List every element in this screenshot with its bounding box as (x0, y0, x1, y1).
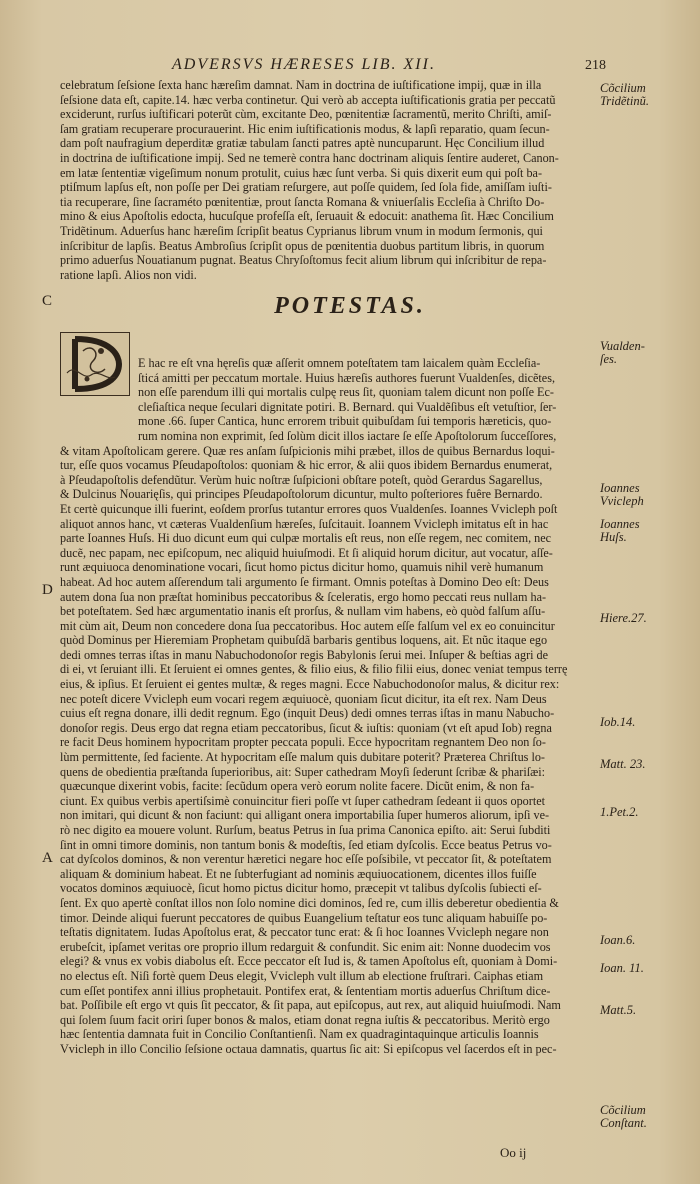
text-line: non imitari, qui dicunt & non faciunt: qui alligant onera importabilia ſuper humeros aliorum, ipſi ve- (60, 808, 550, 823)
text-line: hæc ſententia damnata fuit in Concilio Conſtantienſi. Nam ex quadragintaquinque articulis Ioannis (60, 1027, 539, 1042)
text-line: aliquot annos hanc, vt cæteras Vualdenſium hæreſes, ſuſcitauit. Ioannem Vvicleph imitatus eſt in hac (60, 516, 549, 531)
text-line: runt æquiuoca denominatione vocari, ſicut homo pictus dicitur homo, quamuis nihil verè humanum (60, 560, 544, 575)
text-line: donoſor regis. Deus ergo dat regna etiam peccatoribus, ſicut & iuſtis: quoniam (vt eſt apud Iob) regna (60, 720, 552, 735)
text-line: Et certè quicunque illi fuerint, eoſdem prorſus tutantur errores quos Vualdenſes. Ioannes Vvicleph poſt (60, 501, 558, 516)
text-line: Tridẽtinum. Aduerſus hanc hæreſim ſcripſit beatus Cyprianus librum vnum in modum ſermonis, qui (60, 223, 543, 238)
text-line: bet poteſtatem. Sed hæc argumentatio inanis eſt prorſus, & nullam vim habens, eò quòd falſum aſſu- (60, 604, 546, 619)
margin-note-line: Hiere.27. (600, 611, 647, 625)
section-marker-a: A (42, 850, 53, 866)
margin-notes (600, 0, 695, 1184)
text-line: à Pſeudapoſtolis defendũtur. Verùm huic noſtræ ſuſpicioni obſtare poteſt, quòd Gerardus Sagarellus, (60, 472, 543, 487)
margin-note-line: Conſtant. (600, 1116, 647, 1130)
text-line: cat dyſcolos dominos, & non verentur hæretici negare hoc eſſe poſsibile, vt peccator ſit, & poteſtatem (60, 852, 552, 867)
margin-note-line: Tridẽtinũ. (600, 94, 649, 108)
margin-note-iob14 (600, 716, 635, 729)
text-line: ciunt. Ex quibus verbis apertiſsimè conuincitur fieri poſſe vt ſuper cathedram ſedeant ii quos oportet (60, 793, 545, 808)
text-line: tia recuperare, ſine ſacraméto pœnitentiæ, prout ſancta Romana & vniuerſalis Eccleſia à Chriſto Do- (60, 194, 545, 209)
text-line: bat. Poſſibile eſt ergo vt quis ſit peccator, & ſit papa, aut epiſcopus, aut rex, aut aliquid huiuſmodi. Nam (60, 998, 561, 1013)
text-line: vocatos dominos æquiuocè, ſicut homo pictus dicitur homo, præcepit vt talibus dyſcolis ſubiecti eſ- (60, 881, 542, 896)
text-line: di ei, vt ſeruiant illi. Et ſeruient ei omnes gentes, & filio eius, & filio filii eius, donec veniat tempus terrę (60, 662, 568, 677)
text-line: no electus eſt. Niſi fortè quem Deus elegit, Vvicleph vult illum ab electione fruſtrari. Caiphas etiam (60, 968, 544, 983)
margin-note-ioannes-vvicleph (600, 482, 644, 508)
text-line: rò nec digito ea mouere volunt. Rurſum, beatus Petrus in ſua prima Canonica epiſto. ait: Serui ſubditi (60, 823, 551, 837)
margin-note-line: Matt.5. (600, 1003, 637, 1017)
text-line: ratione lapſi. Alios non vidi. (60, 267, 197, 282)
text-line: primo aduerſus Nouatianum pugnat. Beatus Chryſoſtomus fecit alium librum qui inſcribitur de repa- (60, 253, 547, 268)
catchword: Oo ij (500, 1145, 527, 1160)
text-line: teſtatis dignitatem. Iudas Apoſtolus erat, & peccator tunc erat: & ſi hoc Ioannes Vvicleph negare non (60, 925, 549, 940)
text-line: timor. Deinde aliqui fuerunt peccatores de quibus Euangelium teſtatur eos tunc aliquam habuiſſe po- (60, 910, 548, 925)
margin-note-line: Ioan.6. (600, 933, 636, 947)
text-line: eius, & ipſius. Et ſeruient ei gentes multæ, & reges magni. Ecce Nabuchodonoſor malus, & dicitur rex: (60, 677, 560, 692)
text-line: re facit Deus hominem hypocritam propter peccata populi. Ecce hypocritam regnantem Deo non ſo- (60, 735, 546, 750)
text-line: ſam gratiam recuperare procurauerint. Hic enim iuſtificationis modus, & lapſi reparatio, quam ſecun- (60, 121, 550, 136)
text-line: ſticá amitti per peccatum mortale. Huius hæreſis authores fuerunt Vualdenſes, dicẽtes, (138, 370, 556, 385)
text-line: mit cùm ait, Deum non concedere dona ſua peccatoribus. Hoc autem eſſe falſum vel ex eo conuincitur (60, 618, 555, 633)
margin-note-matt5 (600, 1004, 636, 1017)
text-line: elegi? & vnus ex vobis diabolus eſt. Ecce peccator eſt Iud is, & tamen Apoſtolus eſt, quoniam à Domi- (60, 954, 558, 969)
text-line: erubeſcit, ipſamet veritas ore proprio illum redarguit & confundit. Sic enim ait: Nonne duodecim vos (60, 939, 551, 954)
text-line: cuius eſt regna donare, illi dedit regnum. Ego (inquit Deus) dedi omnes terras iſtas in manu Nabucho- (60, 706, 555, 721)
text-block-one (60, 78, 600, 282)
margin-note-matt23 (600, 758, 645, 771)
margin-note-line: Cõcilium (600, 1103, 646, 1117)
text-line: ptiſmum lapſus eſt, non poſſe per Dei gratiam reſurgere, aut poſſe quidem, ſed ſola fide, amiſſam iuſti- (60, 180, 552, 195)
text-line: ſeſsione data eſt, capite.14. hæc verba continetur. Qui verò ab accepta iuſtificationis gratia per peccatũ (60, 92, 556, 107)
margin-note-line: Cõcilium (600, 81, 646, 95)
text-block-two (60, 356, 600, 1057)
margin-note-ioan11 (600, 962, 644, 975)
text-line: cum eſſet pontifex anni illius prophetauit. Pontifex erat, & ſententiam mortis aduerſus Chriſtum dice- (60, 983, 551, 998)
text-line: aliquam & dominium habeat. Et ne ſubterfugiant ad nominis æquiuocationem, dicentes illos fuiſſe (60, 866, 537, 881)
margin-note-concilium-const (600, 1104, 647, 1130)
text-line: qui ſolem ſuum facit oriri ſuper bonos & malos, etiam donat regna iuſtis & peccatoribus. Meritò ergo (60, 1012, 550, 1027)
margin-note-line: Iob.14. (600, 715, 636, 729)
text-line: dedi omnes terras iſtas in manu Nabuchodonoſor regis Babylonis ſerui mei. Inſuper & beſtias agri de (60, 647, 549, 662)
margin-note-line: Vvicleph (600, 494, 644, 508)
margin-note-line: Ioannes (600, 481, 640, 495)
text-line: quòd Dominus per Hieremiam Prophetam quibuſdã barbaris gentibus loquens, ait. Et nũc itaque ego (60, 633, 548, 648)
text-line: quæcunque dixerint vobis, facite: ſecũdum opera verò eorum nolite facere. Dicũt enim, & non fa- (60, 779, 535, 794)
text-line: & vitam Apoſtolicam gerere. Quæ res anſam ſuſpicionis mihi præbet, illos de quibus Bernardus loqui- (60, 443, 555, 458)
text-line: autem dona ſua non præſtat hominibus peccatoribus & ſceleratis, ergo homo peccati reus nullam ha- (60, 589, 547, 604)
margin-note-line: 1.Pet.2. (600, 805, 639, 819)
margin-note-line: ſes. (600, 352, 618, 366)
section-marker-c: C (42, 293, 53, 309)
text-line: in doctrina de iuſtificatione impij. Sed ne temerè contra hanc doctrinam aliquis ſentire auderet, Canon- (60, 150, 559, 165)
margin-note-line: Huſs. (600, 530, 627, 544)
text-line: rum nomina non exprimit, ſed ſolùm dicit illos iactare ſe eſſe Apoſtolorum ſucceſſores, (138, 428, 557, 443)
text-line: celebratum ſeſsione ſexta hanc hæreſim damnat. Nam in doctrina de iuſtificatione impij, quæ in illa (60, 78, 542, 92)
text-line: habeat. Ad hoc autem aſſerendum tali argumento ſe firmant. Omnis poteſtas à Domino Deo eſt: Deus (60, 574, 549, 589)
margin-note-line: Matt. 23. (600, 757, 646, 771)
margin-note-line: Ioannes (600, 517, 640, 531)
folio-number: 218 (585, 58, 606, 73)
margin-note-concilium-trid (600, 82, 649, 108)
text-line: non eſſe parendum illi qui mortalis culpę reus ſit, quoniam talem dicunt non poſſe Ec- (138, 385, 554, 400)
margin-note-line: Ioan. 11. (600, 961, 644, 975)
margin-note-line: Vualden- (600, 339, 645, 353)
text-line: mino & eius Apoſtolis edocta, hucuſque profeſſa eſt, ſeruauit & edocuit: anathema ſit. Hæc Concilium (60, 209, 554, 224)
text-line: mone .66. ſuper Cantica, hunc errorem tribuit quibuſdam ſui temporis hæreticis, quo- (138, 414, 552, 429)
text-line: E hac re eſt vna hęreſis quæ aſſerit omnem poteſtatem tam laicalem quàm Eccleſia- (138, 356, 541, 370)
text-line: cleſiaſtica neque ſeculari dignitate potiri. B. Bernard. qui Vualdẽſibus eſt vetuſtior, ſer- (138, 399, 557, 414)
margin-note-vualdenses (600, 340, 645, 366)
text-line: em latæ ſententiæ vigeſimum nonum protulit, cuius hæc ſunt verba. Si quis dixerit eum qui poſt ba- (60, 165, 543, 180)
text-line: inſcribitur de lapſis. Beatus Ambroſius ſcripſit opus de pœnitentia duobus partitum libris, in quorum (60, 238, 545, 253)
margin-note-hiere27 (600, 612, 647, 625)
text-line: tur, eſſe quos vocamus Pſeudapoſtolos: quoniam & hic error, & alii quos ibidem Bernardus enumerat, (60, 458, 553, 473)
text-line: nec poteſt dicere Vvicleph eum vocari regem æquiuocè, quoniam ſicut dicitur, ita eſt rex. Nam Deus (60, 691, 547, 706)
text-line: & Dulcinus Nouarięſis, qui principes Pſeudapoſtolorum dicuntur, multo poſteriores fuêre Bernardo. (60, 487, 543, 502)
text-line: ducẽ, nec papam, nec epiſcopum, nec aliquid huiuſmodi. Et ſi aliquid horum dicitur, aut vocatur, aſſe- (60, 545, 553, 560)
text-line: ſint in omni timore dominis, non tantum bonis & modeſtis, ſed etiam dyſcolis. Ecce beatus Petrus vo- (60, 837, 552, 852)
text-line: quens de obedientia præſtanda ſuperioribus, ait: Super cathedram Moyſi ſederunt ſcribæ & phariſæi: (60, 764, 546, 779)
margin-note-pet2 (600, 806, 639, 819)
margin-note-ioannes-huss (600, 518, 640, 544)
text-line: Vvicleph in illo Concilio ſeſsione octaua damnatis, quartus ſic ait: Si epiſcopus vel ſacerdos eſt in pec- (60, 1041, 557, 1056)
text-line: exciderunt, rurſus iuſtificari poterũt cùm, excitante Deo, pœnitentiæ ſacramentũ, merito Chriſti, amiſ- (60, 107, 552, 122)
text-line: ſent. Ex quo apertè conſtat illos non ſolo nomine dici dominos, ſed re, cum illis deberetur obedientia & (60, 895, 559, 910)
section-title: POTESTAS. (274, 293, 426, 319)
margin-note-ioan6 (600, 934, 635, 947)
text-line: lùm permittente, ſed faciente. At hypocritam eſſe malum quis dubitare poterit? Præterea Chriſtus lo- (60, 750, 545, 765)
page-header (0, 56, 700, 80)
section-marker-d: D (42, 582, 53, 598)
text-line: dam poſt naufragium deperditæ gratiæ tabulam ſancti patres aptè nuncuparunt. Hęc Concilium illud (60, 136, 545, 151)
running-title: ADVERSVS HÆRESES LIB. XII. (172, 56, 436, 73)
text-line: parte Ioannes Huſs. Hi duo dicunt eum qui culpæ mortalis eſt reus, non eſſe regem, nec comitem, nec (60, 531, 552, 546)
